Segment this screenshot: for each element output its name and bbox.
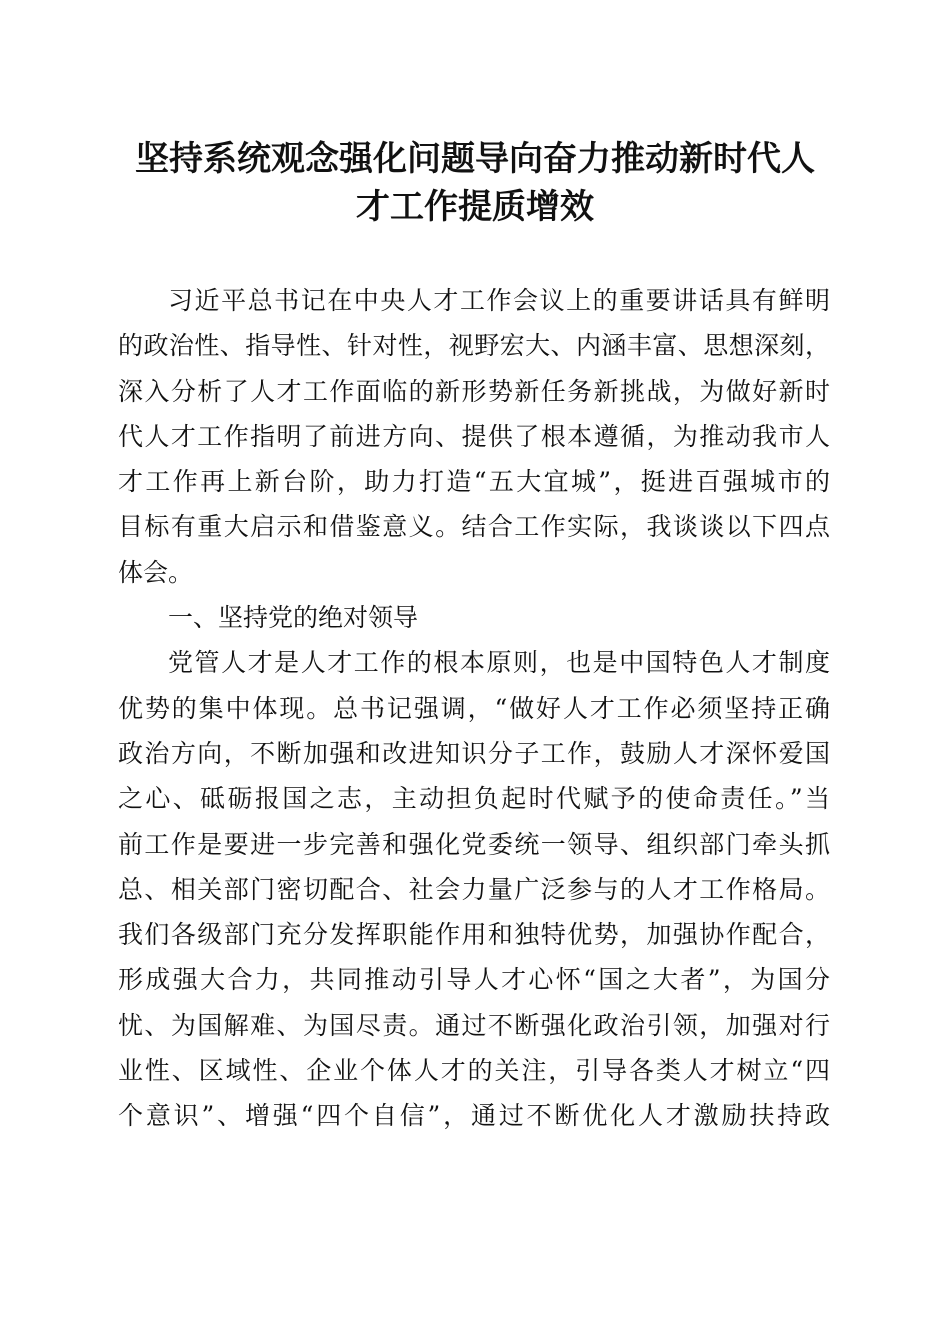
paragraph-1-line: 深入分析了人才工作面临的新形势新任务新挑战，为做好新时 xyxy=(118,376,830,406)
paragraph-1-line: 习近平总书记在中央人才工作会议上的重要讲话具有鲜明 xyxy=(168,286,830,315)
paragraph-2-line: 优势的集中体现。总书记强调，“做好人才工作必须坚持正确 xyxy=(118,693,830,723)
paragraph-2-line: 业性、区域性、企业个体人才的关注，引导各类人才树立“四 xyxy=(118,1056,830,1086)
paragraph-2-line: 前工作是要进一步完善和强化党委统一领导、组织部门牵头抓 xyxy=(118,829,830,859)
paragraph-1-line: 代人才工作指明了前进方向、提供了根本遵循，为推动我市人 xyxy=(118,421,830,451)
section-heading: 一、坚持党的绝对领导 xyxy=(168,603,419,633)
paragraph-1-line: 才工作再上新台阶，助力打造“五大宜城”，挺进百强城市的 xyxy=(118,467,830,497)
paragraph-2-line: 政治方向，不断加强和改进知识分子工作，鼓励人才深怀爱国 xyxy=(118,738,830,768)
paragraph-1-line: 的政治性、指导性、针对性，视野宏大、内涵丰富、思想深刻， xyxy=(118,331,830,361)
document-title xyxy=(110,135,840,231)
paragraph-2-line: 我们各级部门充分发挥职能作用和独特优势，加强协作配合， xyxy=(118,920,830,950)
paragraph-2-line: 个意识”、增强“四个自信”，通过不断优化人才激励扶持政 xyxy=(118,1101,830,1131)
title-line: 坚持系统观念强化问题导向奋力推动新时代人 xyxy=(135,139,815,179)
paragraph-2-line: 忧、为国解难、为国尽责。通过不断强化政治引领，加强对行 xyxy=(118,1010,830,1040)
paragraph-2-line: 之心、砥砺报国之志，主动担负起时代赋予的使命责任。”当 xyxy=(118,784,830,814)
paragraph-2-line: 党管人才是人才工作的根本原则，也是中国特色人才制度 xyxy=(168,648,830,678)
paragraph-1-line: 体会。 xyxy=(118,557,194,587)
paragraph-1-line: 目标有重大启示和借鉴意义。结合工作实际，我谈谈以下四点 xyxy=(118,512,830,542)
paragraph-2-line: 形成强大合力，共同推动引导人才心怀“国之大者”，为国分 xyxy=(118,965,830,995)
title-line: 才工作提质增效 xyxy=(356,187,594,227)
paragraph-2-line: 总、相关部门密切配合、社会力量广泛参与的人才工作格局。 xyxy=(118,874,830,904)
document-body xyxy=(118,278,830,1139)
